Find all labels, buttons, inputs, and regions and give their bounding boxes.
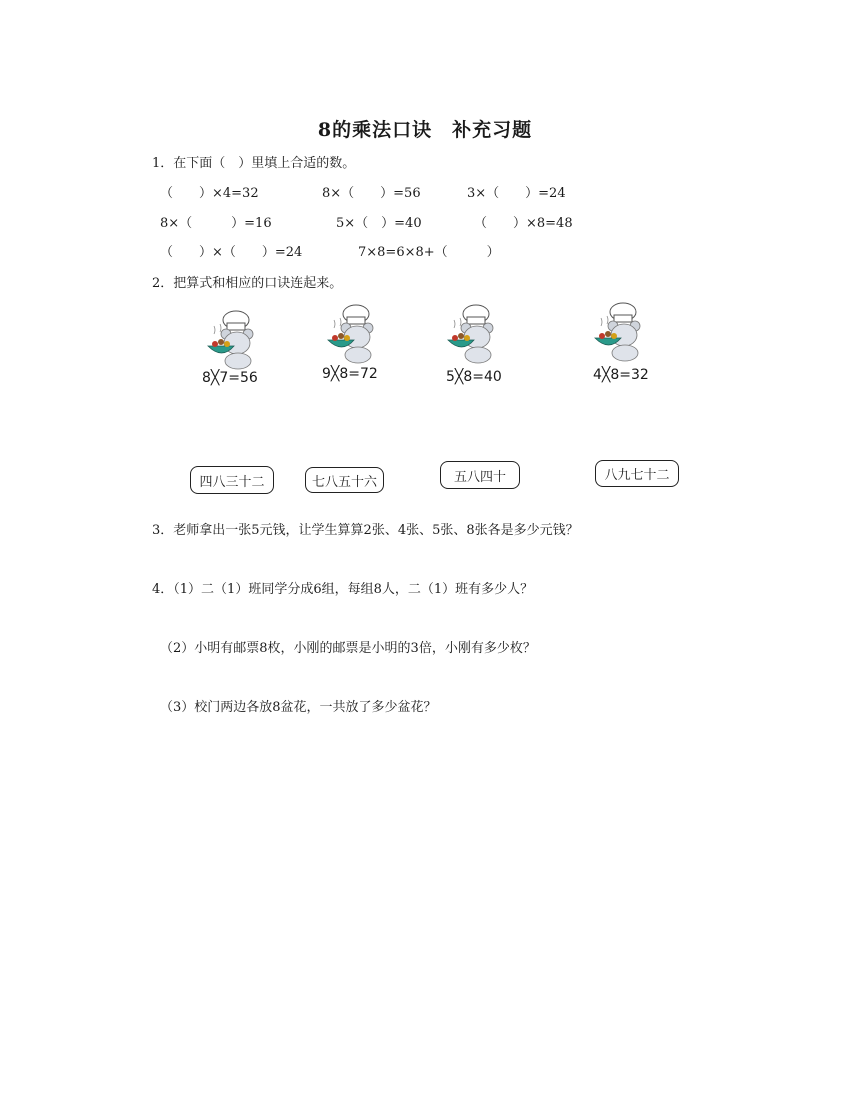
q1-blank-1: （ ）×4=32 xyxy=(160,186,259,201)
q1-prompt: 1．在下面（ ）里填上合适的数。 xyxy=(152,156,356,171)
rhyme-box[interactable] xyxy=(305,467,384,493)
q2-prompt: 2．把算式和相应的口诀连起来。 xyxy=(152,276,343,291)
q4-part1: 4．（1）二（1）班同学分成6组，每组8人，二（1）班有多少人？ xyxy=(152,582,534,597)
rhyme-box[interactable] xyxy=(595,460,679,487)
rhyme-label: 四八三十二 xyxy=(199,474,265,490)
rhyme-box[interactable] xyxy=(190,466,274,494)
chef-bear-icon xyxy=(440,302,502,364)
rhyme-label: 五八四十 xyxy=(453,469,506,485)
q1-blank-6: （ ）×8=48 xyxy=(474,216,573,231)
page-title: 8的乘法口诀 补充习题 xyxy=(317,119,533,141)
q1-blank-3: 3×（ ）=24 xyxy=(467,186,566,201)
q1-blank-8: 7×8=6×8+（ ） xyxy=(358,245,500,260)
equation-label: 8╳7=56 xyxy=(202,370,258,386)
q3-prompt: 3．老师拿出一张5元钱，让学生算算2张、4张、5张、8张各是多少元钱？ xyxy=(152,523,579,538)
rhyme-label: 七八五十六 xyxy=(311,474,377,490)
equation-label: 9╳8=72 xyxy=(322,366,378,382)
equation-label: 4╳8=32 xyxy=(593,367,649,383)
chef-bear-icon xyxy=(320,302,382,364)
chef-bear-icon xyxy=(587,300,649,362)
q4-part2: （2）小明有邮票8枚，小刚的邮票是小明的3倍，小刚有多少枚？ xyxy=(160,641,536,656)
q1-blank-2: 8×（ ）=56 xyxy=(322,186,421,201)
q4-part3: （3）校门两边各放8盆花，一共放了多少盆花？ xyxy=(160,700,437,715)
q1-blank-7: （ ）×（ ）=24 xyxy=(160,245,303,260)
q1-blank-4: 8×（ ）=16 xyxy=(160,216,272,231)
rhyme-box[interactable] xyxy=(440,461,520,489)
rhyme-label: 八九七十二 xyxy=(604,468,670,483)
chef-bear-icon xyxy=(200,308,262,370)
q1-blank-5: 5×（ ）=40 xyxy=(336,216,422,231)
equation-label: 5╳8=40 xyxy=(446,369,502,385)
